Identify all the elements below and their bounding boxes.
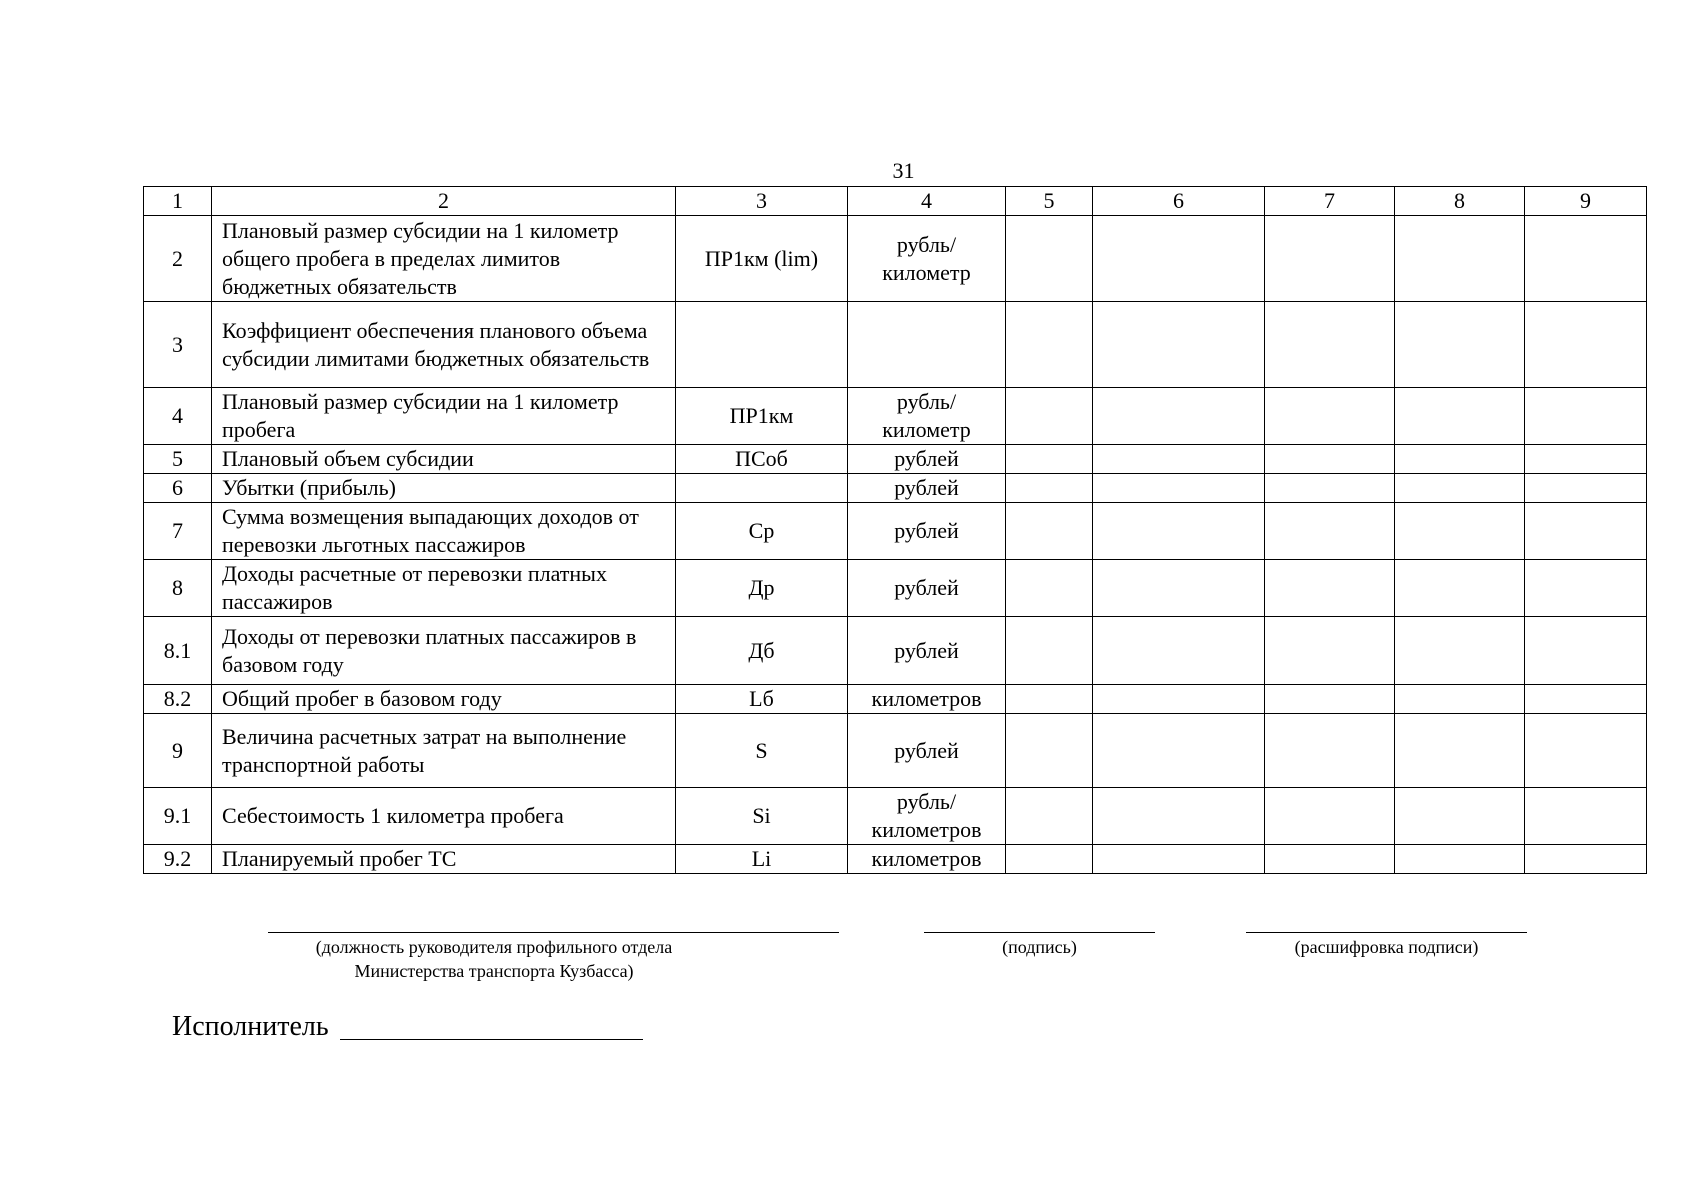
- symbol-cell: ПСоб: [676, 445, 848, 474]
- table-row: [144, 216, 1647, 302]
- unit-cell: рублей: [848, 617, 1006, 685]
- row-number-cell: 5: [144, 445, 212, 474]
- value-cell-col-5: [1006, 788, 1093, 845]
- value-cell-col-6: [1093, 503, 1265, 560]
- value-cell-col-7: [1265, 388, 1395, 445]
- position-caption-line2: Министерства транспорта Кузбасса): [354, 961, 634, 981]
- value-cell-col-9: [1525, 474, 1647, 503]
- header-cell: 3: [676, 187, 848, 216]
- header-cell: 2: [212, 187, 676, 216]
- indicator-name-cell: Себестоимость 1 километра пробега: [212, 788, 676, 845]
- table-row: [144, 788, 1647, 845]
- position-signature-line[interactable]: [268, 932, 839, 933]
- symbol-cell: ПР1км (lim): [676, 216, 848, 302]
- header-cell: 8: [1395, 187, 1525, 216]
- value-cell-col-8: [1395, 685, 1525, 714]
- value-cell-col-9: [1525, 216, 1647, 302]
- symbol-cell: Ср: [676, 503, 848, 560]
- value-cell-col-8: [1395, 216, 1525, 302]
- value-cell-col-9: [1525, 388, 1647, 445]
- header-cell: 7: [1265, 187, 1395, 216]
- symbol-cell: Si: [676, 788, 848, 845]
- row-number-cell: 9: [144, 714, 212, 788]
- table-row: [144, 714, 1647, 788]
- header-cell: 5: [1006, 187, 1093, 216]
- row-number-cell: 8.1: [144, 617, 212, 685]
- symbol-cell: [676, 474, 848, 503]
- decryption-caption: (расшифровка подписи): [1294, 937, 1479, 957]
- row-number-cell: 2: [144, 216, 212, 302]
- value-cell-col-5: [1006, 845, 1093, 874]
- value-cell-col-5: [1006, 388, 1093, 445]
- indicator-name-cell: Плановый размер субсидии на 1 километр общего пробега в пределах лимитов бюджетных обязательств: [212, 216, 676, 302]
- table-row: [144, 617, 1647, 685]
- value-cell-col-9: [1525, 788, 1647, 845]
- indicator-name-cell: Плановый объем субсидии: [212, 445, 676, 474]
- unit-cell: рублей: [848, 445, 1006, 474]
- indicator-name-cell: Величина расчетных затрат на выполнение транспортной работы: [212, 714, 676, 788]
- value-cell-col-6: [1093, 845, 1265, 874]
- value-cell-col-7: [1265, 474, 1395, 503]
- table-row: [144, 388, 1647, 445]
- value-cell-col-6: [1093, 714, 1265, 788]
- position-caption-line1: (должность руководителя профильного отдела: [315, 937, 673, 957]
- value-cell-col-5: [1006, 714, 1093, 788]
- row-number-cell: 9.1: [144, 788, 212, 845]
- value-cell-col-8: [1395, 302, 1525, 388]
- value-cell-col-5: [1006, 474, 1093, 503]
- value-cell-col-6: [1093, 685, 1265, 714]
- value-cell-col-6: [1093, 302, 1265, 388]
- value-cell-col-5: [1006, 617, 1093, 685]
- unit-cell: [848, 302, 1006, 388]
- executor-line[interactable]: [340, 1039, 643, 1040]
- value-cell-col-7: [1265, 845, 1395, 874]
- value-cell-col-9: [1525, 685, 1647, 714]
- subsidy-calculation-table: [143, 186, 1647, 874]
- table-row: [144, 503, 1647, 560]
- header-cell: 1: [144, 187, 212, 216]
- table-header-row: [144, 187, 1647, 216]
- row-number-cell: 4: [144, 388, 212, 445]
- value-cell-col-5: [1006, 503, 1093, 560]
- value-cell-col-7: [1265, 216, 1395, 302]
- symbol-cell: ПР1км: [676, 388, 848, 445]
- symbol-cell: Дб: [676, 617, 848, 685]
- value-cell-col-8: [1395, 503, 1525, 560]
- value-cell-col-6: [1093, 617, 1265, 685]
- row-number-cell: 7: [144, 503, 212, 560]
- row-number-cell: 8.2: [144, 685, 212, 714]
- value-cell-col-5: [1006, 560, 1093, 617]
- executor-label: Исполнитель: [172, 1011, 329, 1042]
- unit-cell: рубль/ километр: [848, 388, 1006, 445]
- value-cell-col-7: [1265, 617, 1395, 685]
- unit-cell: рублей: [848, 714, 1006, 788]
- value-cell-col-9: [1525, 617, 1647, 685]
- symbol-cell: Li: [676, 845, 848, 874]
- unit-cell: рублей: [848, 474, 1006, 503]
- row-number-cell: 9.2: [144, 845, 212, 874]
- value-cell-col-9: [1525, 302, 1647, 388]
- row-number-cell: 3: [144, 302, 212, 388]
- symbol-cell: [676, 302, 848, 388]
- indicator-name-cell: Доходы от перевозки платных пассажиров в базовом году: [212, 617, 676, 685]
- value-cell-col-9: [1525, 714, 1647, 788]
- value-cell-col-8: [1395, 445, 1525, 474]
- indicator-name-cell: Коэффициент обеспечения планового объема субсидии лимитами бюджетных обязательств: [212, 302, 676, 388]
- unit-cell: рублей: [848, 503, 1006, 560]
- value-cell-col-7: [1265, 302, 1395, 388]
- signature-line[interactable]: [924, 932, 1155, 933]
- value-cell-col-8: [1395, 617, 1525, 685]
- value-cell-col-8: [1395, 474, 1525, 503]
- table-row: [144, 685, 1647, 714]
- value-cell-col-7: [1265, 788, 1395, 845]
- value-cell-col-5: [1006, 216, 1093, 302]
- signature-caption: (подпись): [1002, 937, 1077, 957]
- value-cell-col-5: [1006, 445, 1093, 474]
- symbol-cell: Др: [676, 560, 848, 617]
- symbol-cell: S: [676, 714, 848, 788]
- unit-cell: рубль/ километров: [848, 788, 1006, 845]
- table-row: [144, 845, 1647, 874]
- value-cell-col-7: [1265, 445, 1395, 474]
- indicator-name-cell: Убытки (прибыль): [212, 474, 676, 503]
- value-cell-col-5: [1006, 685, 1093, 714]
- value-cell-col-6: [1093, 388, 1265, 445]
- row-number-cell: 8: [144, 560, 212, 617]
- row-number-cell: 6: [144, 474, 212, 503]
- value-cell-col-6: [1093, 560, 1265, 617]
- header-cell: 9: [1525, 187, 1647, 216]
- value-cell-col-6: [1093, 216, 1265, 302]
- unit-cell: рубль/ километр: [848, 216, 1006, 302]
- value-cell-col-7: [1265, 685, 1395, 714]
- table-row: [144, 474, 1647, 503]
- value-cell-col-9: [1525, 560, 1647, 617]
- indicator-name-cell: Планируемый пробег ТС: [212, 845, 676, 874]
- table-row: [144, 560, 1647, 617]
- value-cell-col-6: [1093, 474, 1265, 503]
- decryption-line[interactable]: [1246, 932, 1527, 933]
- indicator-name-cell: Общий пробег в базовом году: [212, 685, 676, 714]
- table-row: [144, 445, 1647, 474]
- table-row: [144, 302, 1647, 388]
- value-cell-col-8: [1395, 788, 1525, 845]
- symbol-cell: Lб: [676, 685, 848, 714]
- value-cell-col-9: [1525, 503, 1647, 560]
- value-cell-col-6: [1093, 445, 1265, 474]
- value-cell-col-9: [1525, 445, 1647, 474]
- unit-cell: рублей: [848, 560, 1006, 617]
- value-cell-col-5: [1006, 302, 1093, 388]
- indicator-name-cell: Сумма возмещения выпадающих доходов от перевозки льготных пассажиров: [212, 503, 676, 560]
- value-cell-col-7: [1265, 503, 1395, 560]
- value-cell-col-8: [1395, 388, 1525, 445]
- unit-cell: километров: [848, 685, 1006, 714]
- page-number: 31: [892, 158, 915, 183]
- header-cell: 6: [1093, 187, 1265, 216]
- value-cell-col-8: [1395, 560, 1525, 617]
- value-cell-col-8: [1395, 714, 1525, 788]
- value-cell-col-7: [1265, 560, 1395, 617]
- value-cell-col-7: [1265, 714, 1395, 788]
- value-cell-col-6: [1093, 788, 1265, 845]
- value-cell-col-8: [1395, 845, 1525, 874]
- value-cell-col-9: [1525, 845, 1647, 874]
- position-caption: [268, 935, 720, 983]
- indicator-name-cell: Доходы расчетные от перевозки платных пассажиров: [212, 560, 676, 617]
- header-cell: 4: [848, 187, 1006, 216]
- indicator-name-cell: Плановый размер субсидии на 1 километр пробега: [212, 388, 676, 445]
- unit-cell: километров: [848, 845, 1006, 874]
